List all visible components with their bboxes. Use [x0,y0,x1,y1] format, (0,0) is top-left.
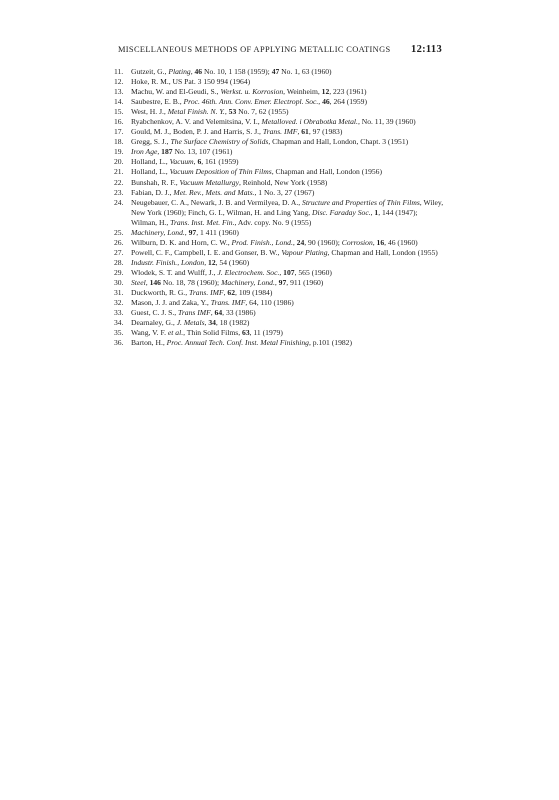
reference-volume: 1 [374,207,379,217]
reference-segment: Duckworth, R. G., [131,288,190,298]
reference-segment: , [184,227,189,237]
reference-segment: , 565 (1960) [294,267,332,277]
reference-title: Vapour Plating [281,247,328,257]
reference-number: 27. [114,247,124,257]
reference-segment: , [372,237,377,247]
reference-segment: No. 7, 62 (1955) [236,107,289,117]
reference-title: The Surface Chemistry of Solids [170,137,269,147]
reference-item [114,188,444,198]
reference-title: J. Electrochem. Soc. [217,267,280,277]
reference-segment: , [274,277,279,287]
reference-number: 34. [114,318,124,328]
reference-number: 18. [114,137,124,147]
reference-title: Machinery, Lond. [221,277,275,287]
reference-segment: Guest, C. J. S., [131,308,179,318]
reference-segment: No. 10, 1 158 (1959); [202,67,272,76]
reference-segment: Ryabchenkov, A. V. and Velemitsina, V. I., [131,117,262,127]
reference-segment: , 109 (1984) [235,288,273,298]
reference-text [131,278,323,287]
reference-number: 14. [114,97,124,107]
reference-segment: Fabian, D. J., [131,187,174,197]
page-header [118,44,442,55]
reference-segment: Gregg, S. J., [131,137,171,147]
reference-item [114,278,444,288]
reference-item [114,178,444,188]
reference-item [114,268,444,278]
reference-segment: , [204,318,209,328]
reference-title: Trans. IMF [189,288,224,298]
reference-number: 28. [114,257,124,267]
reference-number: 21. [114,167,124,177]
reference-text [131,107,289,116]
reference-segment: , Wiley, New York (1960); Finch, G. I., Wilman, H. and Ling Yang, [131,197,444,217]
reference-number: 32. [114,298,124,308]
reference-title: et al. [167,328,184,338]
reference-segment: , [210,308,215,318]
reference-title: Trans. IMF [262,127,298,137]
reference-text [131,117,416,126]
reference-text [131,248,438,257]
reference-segment: , 161 (1959) [201,157,239,167]
reference-segment: Machu, W. and El-Geudi, S., [131,87,221,97]
reference-item [114,228,444,238]
reference-title: Disc. Faraday Soc. [311,207,371,217]
reference-segment: , Chapman and Hall, London (1956) [271,167,383,177]
reference-number: 29. [114,267,124,277]
reference-number: 26. [114,237,124,247]
reference-segment: Bunshah, R. F., [131,177,180,187]
reference-segment: West, H. J., [131,107,168,117]
reference-title: Prod. Finish., Lond. [231,237,293,247]
reference-text [131,167,382,176]
reference-volume: 107 [283,267,295,277]
reference-number: 35. [114,328,124,338]
reference-segment: Mason, J. J. and Zaka, Y., [131,298,211,308]
reference-title: Werkst. u. Korrosion [220,87,284,97]
reference-item [114,77,444,87]
reference-title: Iron Age [131,147,158,157]
reference-item [114,137,444,147]
reference-segment: , [318,97,323,107]
reference-list [114,67,444,348]
reference-segment: Hoke, R. M., US Pat. 3 150 994 (1964) [131,77,251,87]
reference-text [131,67,332,76]
reference-volume: 97 [278,277,287,287]
reference-volume: 16 [376,237,385,247]
reference-segment: , 1 411 (1960) [196,227,239,237]
reference-text [131,198,443,227]
reference-segment: , No. 11, 39 (1960) [357,117,416,127]
reference-segment: , 223 (1961) [329,87,367,97]
reference-segment: Barton, H., [131,338,167,348]
reference-segment: , [193,157,198,167]
reference-segment: No. 1, 63 (1960) [279,67,332,76]
reference-title: J. Metals [176,318,205,328]
reference-segment: Neugebauer, C. A., Newark, J. B. and Vermilyea, D. A., [131,197,303,207]
reference-number: 31. [114,288,124,298]
reference-item [114,238,444,248]
reference-number: 30. [114,277,124,287]
reference-text [131,288,272,297]
reference-volume: 24 [296,237,305,247]
reference-title: Corrosion [341,237,373,247]
reference-segment: Dearnaley, G., [131,318,177,328]
reference-text [131,338,352,347]
reference-title: Structure and Properties of Thin Films [302,197,420,207]
reference-number: 16. [114,117,124,127]
reference-segment: , 46 (1960) [384,237,418,247]
reference-text [131,178,327,187]
reference-title: Industr. Finish., London [131,257,205,267]
reference-title: Vacuum Metallurgy [179,177,239,187]
reference-item [114,198,444,228]
reference-segment: Saubestre, E. B., [131,97,184,107]
reference-segment: , 90 (1960); [304,237,342,247]
reference-segment: , 11 (1979) [249,328,283,338]
reference-text [131,228,239,237]
reference-item [114,338,444,348]
reference-text [131,127,342,136]
reference-title: Vacuum Deposition of Thin Films [169,167,272,177]
reference-segment: , [370,207,375,217]
reference-text [131,188,314,197]
reference-volume: 12 [208,257,216,267]
reference-number: 12. [114,77,124,87]
reference-title: Trans. IMF [210,298,246,308]
reference-segment: Gould, M. J., Boden, P. J. and Harris, S. J., [131,127,263,137]
reference-text [131,318,249,327]
reference-number: 25. [114,227,124,237]
reference-text [131,268,332,277]
reference-text [131,328,283,337]
reference-text [131,137,408,146]
reference-number: 36. [114,338,124,348]
reference-item [114,87,444,97]
reference-text [131,97,367,106]
reference-text [131,238,418,247]
reference-item [114,107,444,117]
reference-number: 33. [114,308,124,318]
reference-title: Metal Finish. N. Y. [167,107,225,117]
reference-text [131,87,367,96]
reference-volume: 34 [208,318,216,328]
reference-segment: , 33 (1986) [222,308,256,318]
running-title: MISCELLANEOUS METHODS OF APPLYING METALLIC COATINGS [118,45,391,54]
reference-volume: 61 [301,127,309,137]
reference-volume: 53 [228,107,237,117]
reference-volume: 62 [227,288,236,298]
reference-item [114,147,444,157]
reference-segment: , Chapman and Hall, London, Chapt. 3 (1951) [268,137,409,147]
reference-segment: , [279,267,284,277]
reference-number: 22. [114,177,124,187]
reference-segment: , [204,257,209,267]
reference-number: 11. [114,67,124,76]
reference-number: 23. [114,187,124,197]
reference-text [131,308,256,317]
reference-volume: 46 [322,97,330,107]
reference-volume: 64 [214,308,223,318]
reference-text [131,157,239,166]
reference-item [114,318,444,328]
reference-segment: , Weinheim, [283,87,322,97]
reference-volume: 187 [161,147,173,157]
reference-title: Proc. 46th. Ann. Conv. Emer. Electropl. Soc. [183,97,319,107]
reference-segment: , [292,237,297,247]
reference-item [114,67,444,77]
reference-volume: 46 [194,67,203,76]
reference-number: 19. [114,147,124,157]
page-number: 12:113 [411,44,442,55]
reference-segment: , 18 (1982) [215,318,250,328]
reference-segment: , Thin Solid Films, [183,328,243,338]
reference-title: Steel [131,277,146,287]
reference-volume: 146 [149,277,161,287]
reference-segment: Holland, L., [131,167,170,177]
reference-item [114,288,444,298]
reference-title: Proc. Annual Tech. Conf. Inst. Metal Finishing [166,338,309,348]
reference-title: Trans IMF [178,308,211,318]
reference-segment: Powell, C. F., Campbell, I. E. and Gonser, B. W., [131,247,282,257]
reference-number: 17. [114,127,124,137]
reference-segment: , [190,67,195,76]
reference-item [114,127,444,137]
reference-segment: , [145,277,150,287]
reference-volume: 6 [197,157,202,167]
reference-item [114,157,444,167]
reference-number: 20. [114,157,124,167]
reference-item [114,298,444,308]
reference-title: Plating [168,67,191,76]
reference-volume: 47 [271,67,280,76]
reference-item [114,117,444,127]
reference-text [131,77,250,86]
reference-title: Met. Rev., Mets. and Mats. [173,187,255,197]
reference-item [114,97,444,107]
reference-volume: 97 [188,227,197,237]
reference-segment: , Adv. copy. No. 9 (1955) [234,217,312,227]
reference-segment: No. 13, 107 (1961) [172,147,233,157]
reference-segment: , Reinhold, New York (1958) [238,177,328,187]
reference-item [114,328,444,338]
reference-segment: No. 18, 78 (1960); [160,277,222,287]
reference-segment: , 1 No. 3, 27 (1967) [254,187,315,197]
reference-item [114,308,444,318]
reference-title: Metalloved. i Obrabotka Metal. [261,117,358,127]
reference-volume: 12 [321,87,330,97]
reference-item [114,248,444,258]
reference-segment: , 54 (1960) [215,257,250,267]
reference-segment: , 97 (1983) [308,127,343,137]
reference-text [131,298,294,307]
reference-segment: Gutzeit, G., [131,67,169,76]
reference-title: Vacuum [169,157,194,167]
reference-segment: , 144 (1947); Wilman, H., [131,207,418,227]
reference-segment: Holland, L., [131,157,170,167]
reference-volume: 63 [242,328,250,338]
reference-text [131,258,249,267]
reference-segment: , [157,147,162,157]
reference-segment: Wilburn, D. K. and Horn, C. W., [131,237,232,247]
reference-segment: , p.101 (1982) [308,338,352,348]
reference-number: 15. [114,107,124,117]
reference-number: 24. [114,197,124,207]
reference-number: 13. [114,87,124,97]
reference-segment: , 264 (1959) [329,97,368,107]
reference-item [114,167,444,177]
reference-segment: Wlodek, S. T. and Wulff, J., [131,267,218,277]
reference-segment: , [297,127,302,137]
reference-title: Trans. Inst. Met. Fin. [170,217,235,227]
reference-item [114,258,444,268]
reference-segment: , Chapman and Hall, London (1955) [327,247,438,257]
reference-segment: , [224,107,229,117]
reference-segment: Wang, V. F. [131,328,168,338]
reference-text [131,147,232,156]
reference-segment: , [223,288,228,298]
reference-title: Machinery, Lond. [131,227,185,237]
reference-segment: , 911 (1960) [286,277,324,287]
reference-segment: , 64, 110 (1986) [245,298,294,308]
